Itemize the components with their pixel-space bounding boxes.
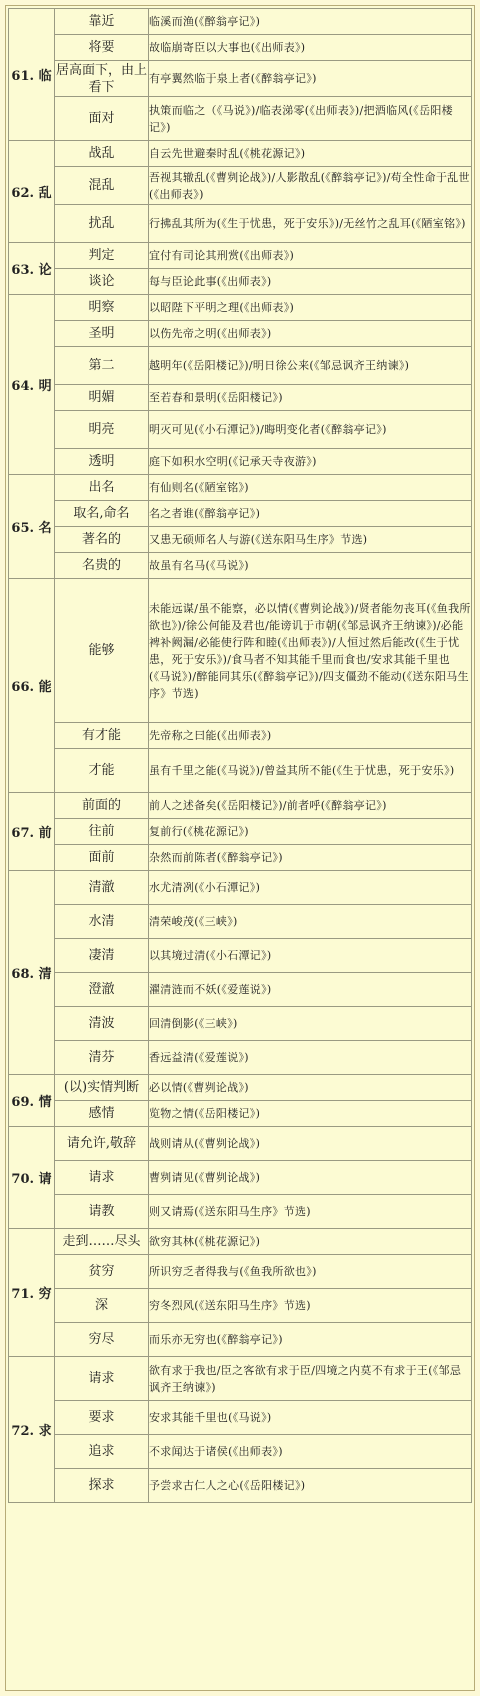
example-cell: 至若春和景明(《岳阳楼记》) (149, 385, 472, 411)
meaning-cell: 走到……尽头 (55, 1229, 149, 1255)
meaning-cell: 前面的 (55, 793, 149, 819)
meaning-cell: 战乱 (55, 141, 149, 167)
table-row (9, 35, 472, 61)
headword-cell: 67. 前 (9, 793, 55, 871)
meaning-cell: (以)实情判断 (55, 1075, 149, 1101)
table-row (9, 1127, 472, 1161)
table-row (9, 1229, 472, 1255)
example-cell: 庭下如积水空明(《记承天寺夜游》) (149, 449, 472, 475)
table-row (9, 61, 472, 97)
example-cell: 以伤先帝之明(《出师表》) (149, 321, 472, 347)
meaning-cell: 请求 (55, 1161, 149, 1195)
example-cell: 清荣峻茂(《三峡》) (149, 905, 472, 939)
table-row (9, 871, 472, 905)
table-row (9, 97, 472, 141)
example-cell: 以昭陛下平明之理(《出师表》) (149, 295, 472, 321)
table-row (9, 1435, 472, 1469)
meaning-cell: 感情 (55, 1101, 149, 1127)
table-row (9, 1289, 472, 1323)
headword-cell: 69. 情 (9, 1075, 55, 1127)
table-row (9, 321, 472, 347)
example-cell: 水尤清冽(《小石潭记》) (149, 871, 472, 905)
meaning-cell: 取名,命名 (55, 501, 149, 527)
table-row (9, 269, 472, 295)
meaning-cell: 明媚 (55, 385, 149, 411)
example-cell: 又患无硕师名人与游(《送东阳马生序》节选) (149, 527, 472, 553)
example-cell: 行拂乱其所为(《生于忧患，死于安乐》)/无丝竹之乱耳(《陋室铭》) (149, 205, 472, 243)
table-row (9, 141, 472, 167)
example-cell: 不求闻达于诸侯(《出师表》) (149, 1435, 472, 1469)
example-cell: 先帝称之曰能(《出师表》) (149, 723, 472, 749)
meaning-cell: 清波 (55, 1007, 149, 1041)
meaning-cell: 澄澈 (55, 973, 149, 1007)
table-row (9, 1101, 472, 1127)
example-cell: 有仙则名(《陋室铭》) (149, 475, 472, 501)
meaning-cell: 要求 (55, 1401, 149, 1435)
table-row (9, 1007, 472, 1041)
meaning-cell: 请求 (55, 1357, 149, 1401)
table-row (9, 243, 472, 269)
table-row (9, 385, 472, 411)
meaning-cell: 面前 (55, 845, 149, 871)
table-row (9, 205, 472, 243)
table-row (9, 553, 472, 579)
example-cell: 香远益清(《爱莲说》) (149, 1041, 472, 1075)
meaning-cell: 有才能 (55, 723, 149, 749)
meaning-cell: 贫穷 (55, 1255, 149, 1289)
meaning-cell: 请教 (55, 1195, 149, 1229)
meaning-cell: 第二 (55, 347, 149, 385)
meaning-cell: 扰乱 (55, 205, 149, 243)
meaning-cell: 穷尽 (55, 1323, 149, 1357)
example-cell: 越明年(《岳阳楼记》)/明日徐公来(《邹忌讽齐王纳谏》) (149, 347, 472, 385)
table-row (9, 1255, 472, 1289)
example-cell: 虽有千里之能(《马说》)/曾益其所不能(《生于忧患，死于安乐》) (149, 749, 472, 793)
table-row (9, 1161, 472, 1195)
example-cell: 以其境过清(《小石潭记》) (149, 939, 472, 973)
table-row (9, 1195, 472, 1229)
headword-cell: 62. 乱 (9, 141, 55, 243)
meaning-cell: 将要 (55, 35, 149, 61)
meaning-cell: 请允许,敬辞 (55, 1127, 149, 1161)
example-cell: 览物之情(《岳阳楼记》) (149, 1101, 472, 1127)
example-cell: 欲穷其林(《桃花源记》) (149, 1229, 472, 1255)
example-cell: 执策而临之（《马说》)/临表涕零(《出师表》)/把酒临风(《岳阳楼记》) (149, 97, 472, 141)
table-row (9, 1323, 472, 1357)
meaning-cell: 明亮 (55, 411, 149, 449)
headword-cell: 63. 论 (9, 243, 55, 295)
vocabulary-table (8, 8, 472, 1503)
headword-cell: 71. 穷 (9, 1229, 55, 1357)
example-cell: 前人之述备矣(《岳阳楼记》)/前者呼(《醉翁亭记》) (149, 793, 472, 819)
meaning-cell: 清澈 (55, 871, 149, 905)
example-cell: 复前行(《桃花源记》) (149, 819, 472, 845)
table-row (9, 905, 472, 939)
meaning-cell: 追求 (55, 1435, 149, 1469)
example-cell: 而乐亦无穷也(《醉翁亭记》) (149, 1323, 472, 1357)
table-row (9, 749, 472, 793)
meaning-cell: 明察 (55, 295, 149, 321)
example-cell: 穷冬烈风(《送东阳马生序》节选) (149, 1289, 472, 1323)
meaning-cell: 混乱 (55, 167, 149, 205)
table-row (9, 1075, 472, 1101)
example-cell: 必以情(《曹刿论战》) (149, 1075, 472, 1101)
table-row (9, 819, 472, 845)
meaning-cell: 谈论 (55, 269, 149, 295)
table-row (9, 973, 472, 1007)
headword-cell: 72. 求 (9, 1357, 55, 1503)
table-row (9, 723, 472, 749)
example-cell: 故虽有名马(《马说》) (149, 553, 472, 579)
meaning-cell: 探求 (55, 1469, 149, 1503)
meaning-cell: 往前 (55, 819, 149, 845)
meaning-cell: 著名的 (55, 527, 149, 553)
example-cell: 自云先世避秦时乱(《桃花源记》) (149, 141, 472, 167)
example-cell: 予尝求古仁人之心(《岳阳楼记》) (149, 1469, 472, 1503)
example-cell: 明灭可见(《小石潭记》)/晦明变化者(《醉翁亭记》) (149, 411, 472, 449)
headword-cell: 70. 请 (9, 1127, 55, 1229)
meaning-cell: 深 (55, 1289, 149, 1323)
table-row (9, 475, 472, 501)
table-row (9, 845, 472, 871)
example-cell: 名之者谁(《醉翁亭记》) (149, 501, 472, 527)
example-cell: 濯清涟而不妖(《爱莲说》) (149, 973, 472, 1007)
headword-cell: 61. 临 (9, 9, 55, 141)
table-row (9, 9, 472, 35)
meaning-cell: 能够 (55, 579, 149, 723)
example-cell: 则又请焉(《送东阳马生序》节选) (149, 1195, 472, 1229)
example-cell: 所识穷乏者得我与(《鱼我所欲也》) (149, 1255, 472, 1289)
table-row (9, 411, 472, 449)
headword-cell: 66. 能 (9, 579, 55, 793)
meaning-cell: 名贵的 (55, 553, 149, 579)
table-row (9, 527, 472, 553)
meaning-cell: 才能 (55, 749, 149, 793)
table-row (9, 939, 472, 973)
example-cell: 每与臣论此事(《出师表》) (149, 269, 472, 295)
meaning-cell: 水清 (55, 905, 149, 939)
table-row (9, 793, 472, 819)
example-cell: 吾视其辙乱(《曹刿论战》)/人影散乱(《醉翁亭记》)/苟全性命于乱世(《出师表》) (149, 167, 472, 205)
headword-cell: 65. 名 (9, 475, 55, 579)
table-row (9, 579, 472, 723)
meaning-cell: 靠近 (55, 9, 149, 35)
example-cell: 临溪而渔(《醉翁亭记》) (149, 9, 472, 35)
meaning-cell: 凄清 (55, 939, 149, 973)
meaning-cell: 出名 (55, 475, 149, 501)
table-row (9, 1041, 472, 1075)
table-row (9, 295, 472, 321)
example-cell: 未能远谋/虽不能察，必以情(《曹刿论战》)/贤者能勿丧耳(《鱼我所欲也》)/徐公何能及君也/能谤讥于市朝(《邹忌讽齐王纳谏》)/必能裨补阙漏/必能使行阵和睦(《出师表》)/人恒过然后能改(《生于忧患，死于安乐》)/食马者不知其能千里而食也/安求其能千里也(《马说》)/醉能同其乐(《醉翁亭记》)/四支僵劲不能动(《送东阳马生序》节选) (149, 579, 472, 723)
example-cell: 杂然而前陈者(《醉翁亭记》) (149, 845, 472, 871)
meaning-cell: 清芬 (55, 1041, 149, 1075)
example-cell: 有亭翼然临于泉上者(《醉翁亭记》) (149, 61, 472, 97)
example-cell: 故临崩寄臣以大事也(《出师表》) (149, 35, 472, 61)
meaning-cell: 居高面下，由上看下 (55, 62, 147, 95)
example-cell: 战则请从(《曹刿论战》) (149, 1127, 472, 1161)
table-row (9, 1357, 472, 1401)
table-row (9, 501, 472, 527)
meaning-cell: 透明 (55, 449, 149, 475)
table-row (9, 1469, 472, 1503)
example-cell: 安求其能千里也(《马说》) (149, 1401, 472, 1435)
meaning-cell: 面对 (55, 97, 149, 141)
meaning-cell: 判定 (55, 243, 149, 269)
table-row (9, 1401, 472, 1435)
table-row (9, 347, 472, 385)
example-cell: 欲有求于我也/臣之客欲有求于臣/四境之内莫不有求于王(《邹忌讽齐王纳谏》) (149, 1357, 472, 1401)
example-cell: 回清倒影(《三峡》) (149, 1007, 472, 1041)
meaning-cell: 圣明 (55, 321, 149, 347)
table-row (9, 449, 472, 475)
table-row (9, 167, 472, 205)
headword-cell: 68. 清 (9, 871, 55, 1075)
example-cell: 曹刿请见(《曹刿论战》) (149, 1161, 472, 1195)
headword-cell: 64. 明 (9, 295, 55, 475)
example-cell: 宜付有司论其刑赏(《出师表》) (149, 243, 472, 269)
